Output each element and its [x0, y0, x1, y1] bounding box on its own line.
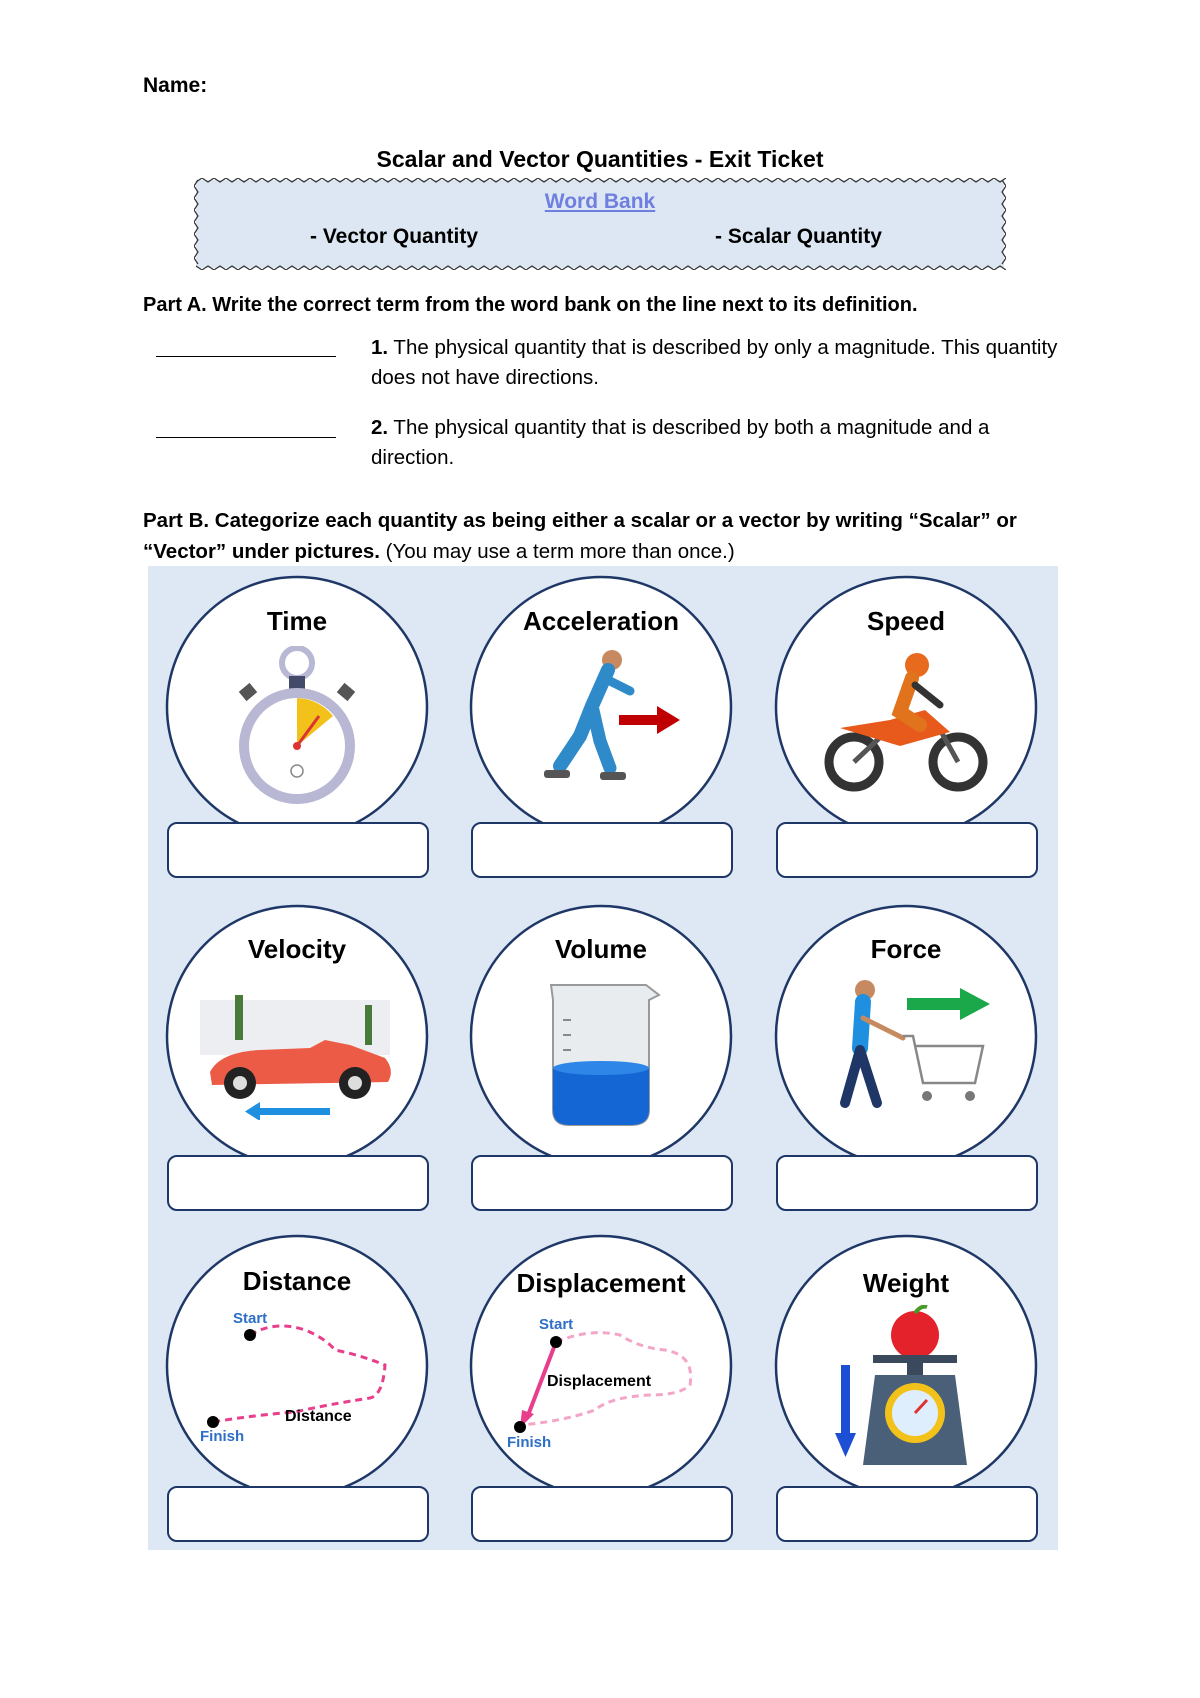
part-b-instruction-bold: Part B. Categorize each quantity as being either a scalar or a vector by writing “Scalar” or “Vector” under pictures. [143, 509, 1017, 563]
scale-icon [835, 1305, 985, 1470]
question-1-text: The physical quantity that is described by only a magnitude. This quantity does not have directions. [371, 336, 1058, 389]
cart-push-icon [815, 978, 995, 1118]
displacement-start-label: Start [539, 1316, 574, 1333]
answer-box-displacement[interactable] [471, 1486, 733, 1542]
distance-path-label: Distance [285, 1408, 352, 1425]
card-label-weight: Weight [862, 1268, 950, 1298]
answer-box-force[interactable] [776, 1155, 1038, 1211]
stopwatch-icon [225, 646, 375, 806]
name-label: Name: [143, 74, 208, 97]
answer-box-distance[interactable] [167, 1486, 429, 1542]
part-b-instruction-note: (You may use a term more than once.) [379, 540, 735, 563]
word-bank-item-vector: - Vector Quantity [310, 225, 479, 248]
answer-box-velocity[interactable] [167, 1155, 429, 1211]
car-icon [200, 990, 400, 1120]
card-label-speed: Speed [866, 606, 946, 636]
motorbike-icon [820, 650, 995, 800]
answer-box-time[interactable] [167, 822, 429, 878]
word-bank-title: Word Bank [544, 190, 656, 213]
answer-box-acceleration[interactable] [471, 822, 733, 878]
answer-box-speed[interactable] [776, 822, 1038, 878]
question-1-number: 1. [371, 336, 389, 359]
answer-box-weight[interactable] [776, 1486, 1038, 1542]
distance-start-label: Start [233, 1310, 268, 1327]
card-label-velocity: Velocity [247, 934, 347, 964]
card-label-time: Time [266, 606, 328, 636]
distance-finish-label: Finish [200, 1428, 245, 1445]
card-label-volume: Volume [555, 934, 647, 964]
card-label-displacement: Displacement [516, 1268, 686, 1298]
skater-icon [520, 646, 690, 796]
card-label-acceleration: Acceleration [522, 606, 680, 636]
word-bank-item-scalar: - Scalar Quantity [715, 225, 882, 248]
part-a-instruction: Part A. Write the correct term from the word bank on the line next to its definition. [143, 294, 918, 316]
question-2-number: 2. [371, 416, 389, 439]
card-label-force: Force [870, 934, 942, 964]
page-title: Scalar and Vector Quantities - Exit Ticket [376, 146, 824, 172]
card-label-distance: Distance [242, 1266, 352, 1296]
displacement-path-label: Displacement [547, 1373, 652, 1390]
displacement-finish-label: Finish [507, 1434, 552, 1451]
beaker-icon [541, 980, 671, 1130]
answer-box-volume[interactable] [471, 1155, 733, 1211]
question-2-text: The physical quantity that is described by both a magnitude and a direction. [371, 416, 990, 469]
